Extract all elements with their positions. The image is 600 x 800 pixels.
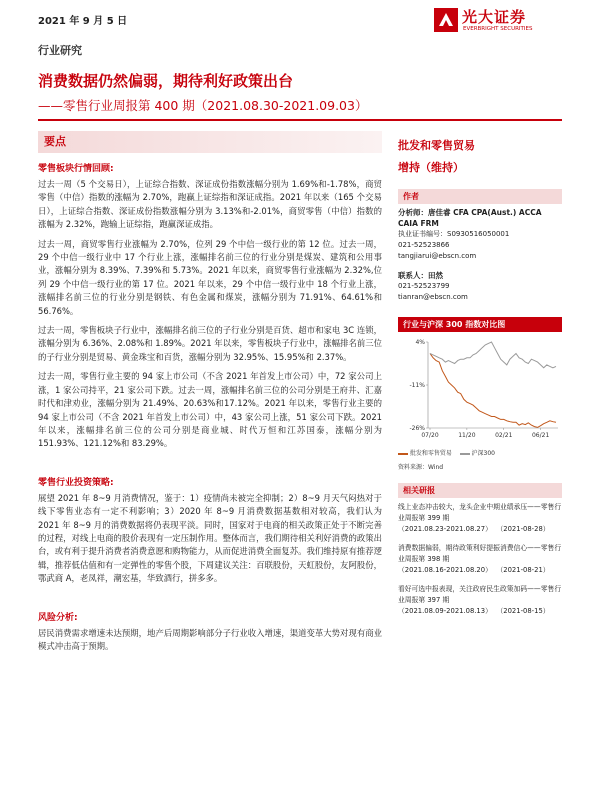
- report-subtitle: ——零售行业周报第 400 期（2021.08.30-2021.09.03）: [38, 98, 368, 113]
- analyst-name: 分析师：唐佳睿 CFA CPA(Aust.) ACCA CAIA FRM: [398, 208, 542, 228]
- report-title[interactable]: 线上业态冲击较大，龙头企业中期业绩承压——零售行业周报第 399 期: [398, 503, 562, 522]
- author-header: 作者: [398, 189, 562, 204]
- rating: 增持（维持）: [398, 161, 464, 174]
- related-header: 相关研报: [398, 483, 562, 498]
- contact-info: [398, 270, 562, 303]
- section-title: 风险分析:: [38, 612, 78, 623]
- logo-mark-icon: [434, 8, 458, 32]
- legend-item-hs300: 沪深300: [471, 450, 495, 457]
- analyst-info: [398, 207, 562, 262]
- x-tick-label: 07/20: [421, 432, 439, 439]
- report-meta: （2021.08.09-2021.08.13） （2021-08-15）: [398, 607, 550, 615]
- analyst-cert: 执业证书编号：S0930516050001: [398, 230, 510, 238]
- brand-logo: [434, 6, 564, 40]
- report-date: 2021 年 9 月 5 日: [38, 16, 128, 27]
- x-tick-label: 06/21: [531, 432, 550, 439]
- legend-item-industry: 批发和零售贸易: [409, 450, 452, 457]
- y-tick-label: 4%: [415, 339, 425, 346]
- chart-header: 行业与沪深 300 指数对比图: [398, 317, 562, 332]
- contact-name: 联系人：田然: [398, 271, 443, 280]
- report-category: 行业研究: [38, 44, 82, 57]
- legend-swatch-hs300: [460, 453, 470, 455]
- y-tick-label: -11%: [409, 382, 425, 389]
- section-title: 零售板块行情回顾:: [38, 164, 114, 174]
- related-report: [398, 502, 562, 535]
- report-meta: （2021.08.16-2021.08.20） （2021-08-21）: [398, 566, 550, 574]
- body-paragraph: 展望 2021 年 8~9 月消费情况，鉴于：1）疫情尚未被完全抑制；2）8~9 月天气闷热对于线下零售业态有一定不利影响；3）2020 年 8~9 月消费数据基数相对较高，我们认为 2021 年 8~9 月的消费数据将仍表现平淡。同时，国家对于电商的相关政策正处于不断完善的过程，对线上电商的股价表现有一定压制作用。整体而言，我们期待相关利好消费的政策出台，或有利于提升消费者消费意愿和购物能力，从而促进消费全面复苏。我们维持原有推荐逻辑，推荐低估值和有一定弹性的零售个股，下周建议关注：百联股份，天虹股份，友阿股份，鄂武商 A，老凤祥，潮宏基，华致酒行，拼多多。: [38, 492, 382, 584]
- main-column: [38, 131, 382, 659]
- body-paragraph: 过去一周，零售板块子行业中，涨幅排名前三位的子行业分别是百货、超市和家电 3C 连锁，涨幅分别为 6.36%、2.08%和 1.89%。2021 年以来，零售板块子行业中，涨幅排名前三位的子行业分别是贸易、黄金珠宝和百货，涨幅分别为 32.95%、15.95%和 2.37%。: [38, 325, 382, 362]
- x-tick-label: 02/21: [495, 432, 513, 439]
- analyst-phone: 021-52523866: [398, 241, 450, 249]
- legend-swatch-industry: [398, 453, 408, 455]
- section-title: 零售行业投资策略:: [38, 477, 114, 488]
- related-report: [398, 584, 562, 617]
- body-paragraph: 过去一周，商贸零售行业涨幅为 2.70%，位列 29 个中信一级行业的第 12 位。过去一周，29 个中信一级行业中 17 个行业上涨，涨幅排名前三位的行业分别是煤炭、建筑和公用事业，涨幅分别为 8.39%、7.39%和 5.73%。2021 年以来，商贸零售行业涨幅为 2.32%,位列 29 个中信一级行业的第 17 位。2021 年以来，29 个中信一级行业中 18 个行业上涨，涨幅排名前三位的行业分别是钢铁、有色金属和煤炭，涨幅分别为 71.91%、64.61%和 56.76%。: [38, 238, 382, 316]
- report-title[interactable]: 看好可选中报表现，关注政府民生政策加码——零售行业周报第 397 期: [398, 585, 562, 604]
- related-report: [398, 543, 562, 576]
- chart-legend: [398, 448, 562, 457]
- report-title: 消费数据仍然偏弱，期待利好政策出台: [38, 72, 294, 90]
- series-line-hs300: [430, 342, 556, 368]
- report-meta: （2021.08.23-2021.08.27） （2021-08-28）: [398, 525, 550, 533]
- logo-cn-text: 光大证券: [462, 8, 527, 26]
- x-tick-label: 11/20: [458, 432, 476, 439]
- series-line-industry: [430, 354, 556, 428]
- summary-header: 要点: [38, 131, 382, 153]
- body-paragraph: 居民消费需求增速未达预期，地产后周期影响部分子行业收入增速，渠道变革大势对现有商业模式冲击高于预期。: [38, 627, 382, 651]
- sector-name: 批发和零售贸易: [398, 139, 475, 152]
- body-paragraph: 过去一周（5 个交易日），上证综合指数、深证成份指数涨幅分别为 1.69%和-1.78%，商贸零售（中信）指数的涨幅为 2.70%，跑赢上证综指和深证成指。2021 年以来（165 个交易日），上证综合指数、深证成份指数涨幅分别为 3.13%和-2.01%，商贸零售（中信）指数的涨幅为 2.32%，跑输上证综指，跑赢深证成指。: [38, 179, 382, 230]
- chart-source: 资料来源：Wind: [398, 464, 444, 471]
- report-title[interactable]: 消费数据偏弱，期待政策利好提振消费信心——零售行业周报第 398 期: [398, 544, 562, 563]
- title-divider: [38, 119, 562, 121]
- body-paragraph: 过去一周，零售行业主要的 94 家上市公司（不含 2021 年首发上市公司）中，72 家公司上涨，1 家公司持平，21 家公司下跌。过去一周，涨幅排名前三位的公司分别是王府井、汇嘉时代和津劝业，涨幅分别为 21.49%、20.63%和17.12%。2021 年以来，零售行业主要的 94 家上市公司（不含 2021 年首发上市公司）中，43 家公司上涨，51 家公司下跌。2021 年以来，涨幅排名前三位的公司分别是商业城、时代万恒和江苏国泰，涨幅分别为 151.93%、121.12%和 83.29%。: [38, 371, 382, 449]
- logo-en-text: EVERBRIGHT SECURITIES: [463, 26, 533, 32]
- contact-phone: 021-52523799: [398, 282, 450, 290]
- index-comparison-chart: [398, 336, 562, 460]
- contact-email: tianran@ebscn.com: [398, 293, 468, 301]
- sidebar: [398, 131, 562, 617]
- chart-svg: [398, 336, 562, 448]
- analyst-email: tangjiarui@ebscn.com: [398, 252, 477, 260]
- y-tick-label: -26%: [409, 425, 425, 432]
